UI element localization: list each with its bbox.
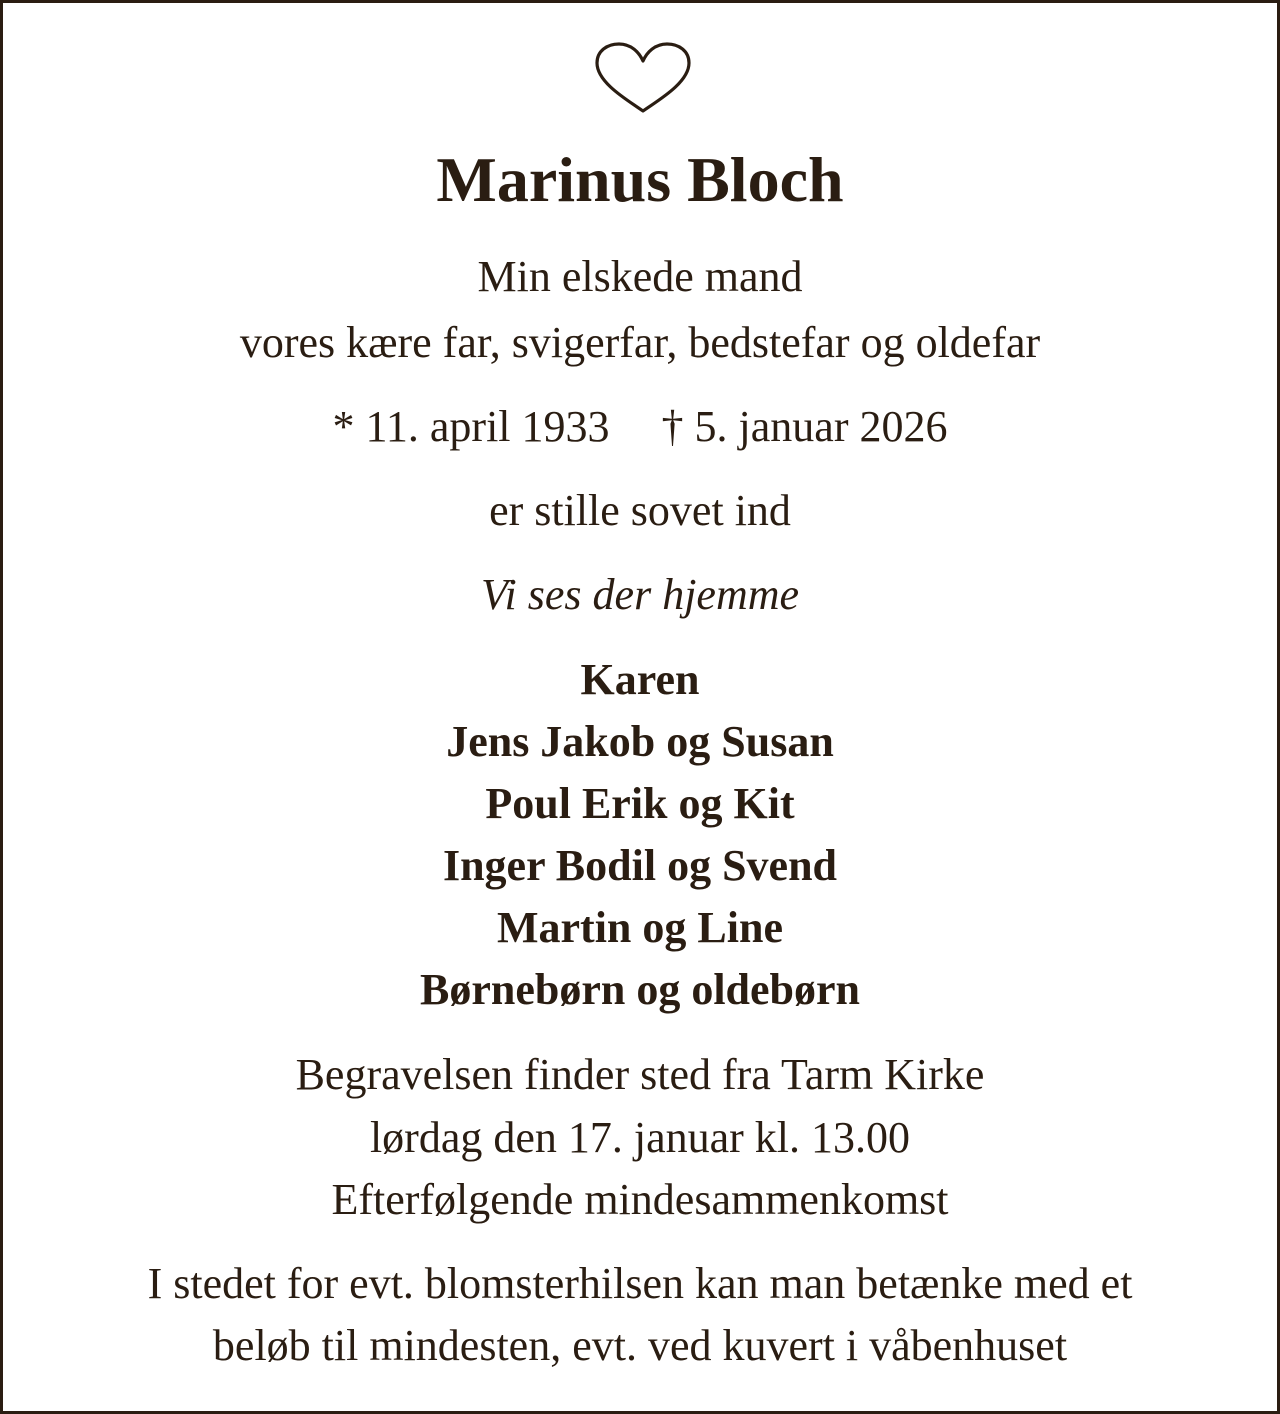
quote-text: Vi ses der hjemme xyxy=(480,570,800,619)
deceased-name: Marinus Bloch xyxy=(436,144,844,215)
funeral-line: lørdag den 17. januar kl. 13.00 xyxy=(369,1113,911,1162)
funeral-line: Efterfølgende mindesammenkomst xyxy=(331,1175,949,1224)
funeral-line: Begravelsen finder sted fra Tarm Kirke xyxy=(295,1050,985,1099)
family-member: Jens Jakob og Susan xyxy=(446,717,834,766)
donation-line: I stedet for evt. blomsterhilsen kan man betænke med et xyxy=(147,1259,1133,1308)
death-date: † 5. januar 2026 xyxy=(661,402,948,451)
relation-line-1: Min elskede mand xyxy=(477,252,803,301)
birth-date: * 11. april 1933 xyxy=(332,402,610,451)
family-member: Børnebørn og oldebørn xyxy=(419,965,861,1014)
life-dates xyxy=(3,402,1277,451)
passing-text: er stille sovet ind xyxy=(489,486,791,535)
family-member: Poul Erik og Kit xyxy=(485,779,795,828)
donation-line: beløb til mindesten, evt. ved kuvert i våbenhuset xyxy=(212,1321,1068,1370)
family-member: Karen xyxy=(580,655,700,704)
family-member: Martin og Line xyxy=(497,903,783,952)
heart-outline-icon xyxy=(593,41,693,115)
family-member: Inger Bodil og Svend xyxy=(442,841,838,890)
relation-line-2: vores kære far, svigerfar, bedstefar og oldefar xyxy=(239,318,1041,367)
